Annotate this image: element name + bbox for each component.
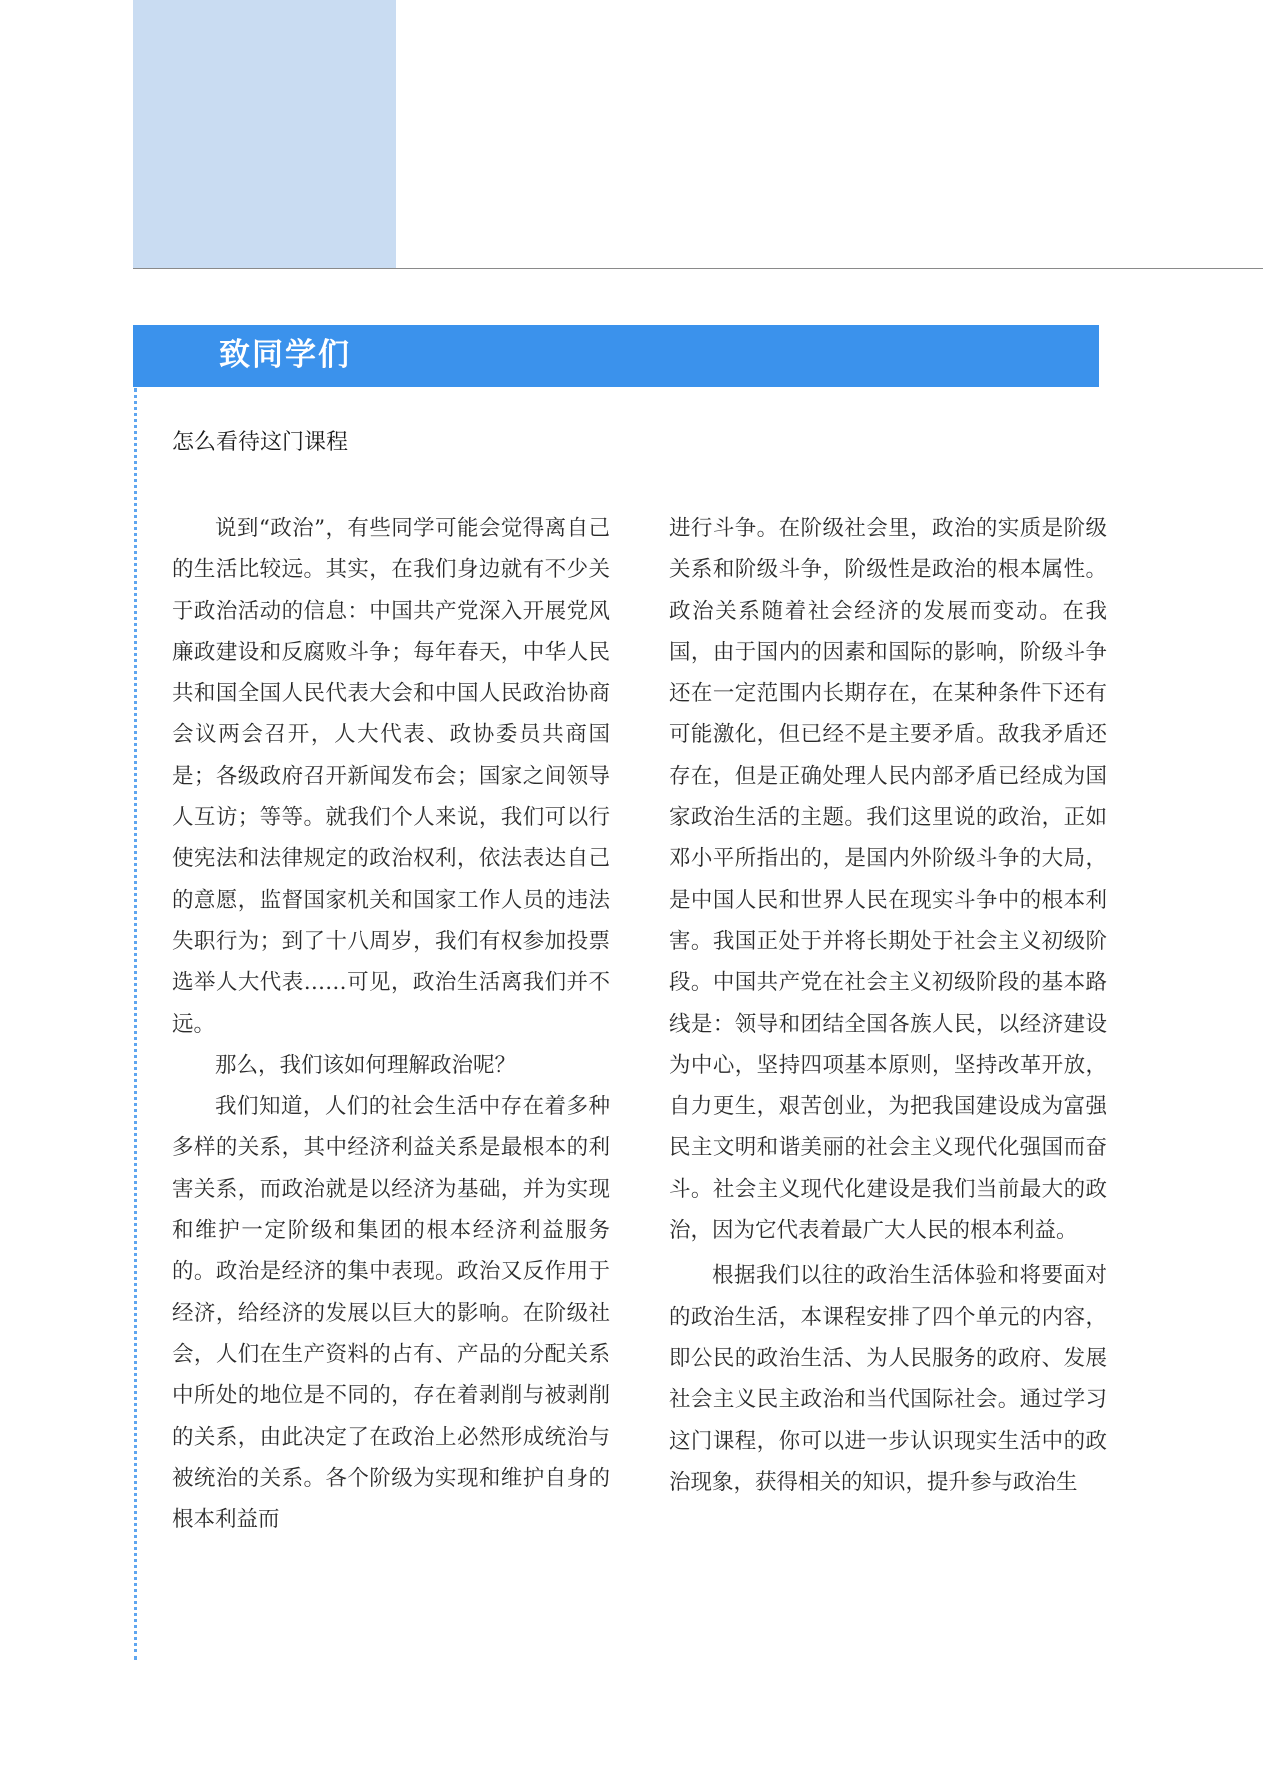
page-title: 致同学们 [219, 337, 351, 373]
body-paragraph-continued: 进行斗争。在阶级社会里，政治的实质是阶级关系和阶级斗争，阶级性是政治的根本属性。政治关系随着社会经济的发展而变动。在我国，由于国内的因素和国际的影响，阶级斗争还在一定范围内长期存在，在某种条件下还有可能激化，但已经不是主要矛盾。敌我矛盾还存在，但是正确处理人民内部矛盾已经成为国家政治生活的主题。我们这里说的政治，正如邓小平所指出的，是国内外阶级斗争的大局，是中国人民和世界人民在现实斗争中的根本利害。我国正处于并将长期处于社会主义初级阶段。中国共产党在社会主义初级阶段的基本路线是：领导和团结全国各族人民，以经济建设为中心，坚持四项基本原则，坚持改革开放，自力更生，艰苦创业，为把我国建设成为富强民主文明和谐美丽的社会主义现代化强国而奋斗。社会主义现代化建设是我们当前最大的政治，因为它代表着最广大人民的根本利益。 [669, 516, 1107, 1244]
header-banner [133, 325, 1099, 387]
section-heading: 怎么看待这门课程 [172, 430, 349, 455]
left-column [172, 508, 610, 1540]
top-divider [133, 268, 1263, 269]
body-paragraph: 我们知道，人们的社会生活中存在着多种多样的关系，其中经济利益关系是最根本的利害关系，而政治就是以经济为基础，并为实现和维护一定阶级和集团的根本经济利益服务的。政治是经济的集中表现。政治又反作用于经济，给经济的发展以巨大的影响。在阶级社会，人们在生产资料的占有、产品的分配关系中所处的地位是不同的，存在着剥削与被剥削的关系，由此决定了在政治上必然形成统治与被统治的关系。各个阶级为实现和维护自身的根本利益而 [172, 1094, 610, 1533]
decorative-top-block [133, 0, 396, 268]
dotted-margin-line [134, 388, 137, 1660]
right-column [669, 508, 1107, 1503]
body-paragraph: 说到“政治”，有些同学可能会觉得离自己的生活比较远。其实，在我们身边就有不少关于政治活动的信息：中国共产党深入开展党风廉政建设和反腐败斗争；每年春天，中华人民共和国全国人民代表大会和中国人民政治协商会议两会召开，人大代表、政协委员共商国是；各级政府召开新闻发布会；国家之间领导人互访；等等。就我们个人来说，我们可以行使宪法和法律规定的政治权利，依法表达自己的意愿，监督国家机关和国家工作人员的违法失职行为；到了十八周岁，我们有权参加投票选举人大代表……可见，政治生活离我们并不远。 [172, 516, 610, 1037]
body-paragraph: 那么，我们该如何理解政治呢？ [215, 1052, 517, 1078]
body-paragraph: 根据我们以往的政治生活体验和将要面对的政治生活，本课程安排了四个单元的内容，即公民的政治生活、为人民服务的政府、发展社会主义民主政治和当代国际社会。通过学习这门课程，你可以进一步认识现实生活中的政治现象，获得相关的知识，提升参与政治生 [669, 1263, 1107, 1495]
